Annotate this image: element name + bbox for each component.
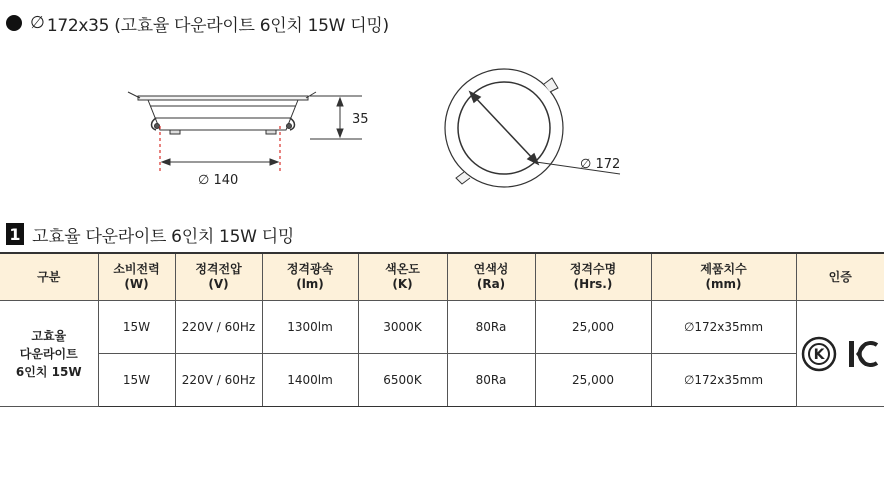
col-header-life: 정격수명 (Hrs.) xyxy=(535,253,651,301)
width-label: ∅ 140 xyxy=(198,173,239,188)
ks-mark-icon xyxy=(801,336,837,372)
side-view xyxy=(128,92,316,134)
power-cell: 15W xyxy=(98,354,175,407)
col-header-cct: 색온도 (K) xyxy=(358,253,447,301)
life-cell: 25,000 xyxy=(535,301,651,354)
col-header-lumen: 정격광속 (lm) xyxy=(262,253,358,301)
product-title: 172x35 (고효율 다운라이트 6인치 15W 디밍) xyxy=(46,15,389,36)
section-title: 고효율 다운라이트 6인치 15W 디밍 xyxy=(32,226,294,247)
table-row xyxy=(0,354,884,407)
section-heading xyxy=(6,222,294,246)
voltage-cell: 220V / 60Hz xyxy=(175,354,262,407)
product-title-line xyxy=(6,10,389,36)
life-cell: 25,000 xyxy=(535,354,651,407)
model-name-cell: 고효율 다운라이트 6인치 15W xyxy=(0,301,98,407)
lumen-cell: 1400lm xyxy=(262,354,358,407)
voltage-cell: 220V / 60Hz xyxy=(175,301,262,354)
size-cell: ∅172x35mm xyxy=(651,301,796,354)
col-header-voltage: 정격전압 (V) xyxy=(175,253,262,301)
diameter-label: ∅ 172 xyxy=(580,157,621,172)
col-header-cri: 연색성 (Ra) xyxy=(447,253,535,301)
cct-cell: 3000K xyxy=(358,301,447,354)
lumen-cell: 1300lm xyxy=(262,301,358,354)
diameter-icon: ∅ xyxy=(30,13,45,33)
section-number: 1 xyxy=(6,223,24,245)
spec-table xyxy=(0,252,884,407)
col-header-power: 소비전력 (W) xyxy=(98,253,175,301)
kc-mark-icon xyxy=(847,338,879,370)
height-label: 35 xyxy=(352,112,369,127)
table-row xyxy=(0,301,884,354)
power-cell: 15W xyxy=(98,301,175,354)
col-header-cert: 인증 xyxy=(796,253,884,301)
width-dimension xyxy=(162,159,278,165)
cct-cell: 6500K xyxy=(358,354,447,407)
bullet-icon xyxy=(6,15,22,31)
col-header-size: 제품치수 (mm) xyxy=(651,253,796,301)
technical-drawing xyxy=(0,60,884,200)
cert-cell xyxy=(796,301,884,407)
table-header-row xyxy=(0,253,884,301)
size-cell: ∅172x35mm xyxy=(651,354,796,407)
cri-cell: 80Ra xyxy=(447,354,535,407)
cri-cell: 80Ra xyxy=(447,301,535,354)
col-header-category: 구분 xyxy=(0,253,98,301)
svg-text:K: K xyxy=(813,346,825,363)
